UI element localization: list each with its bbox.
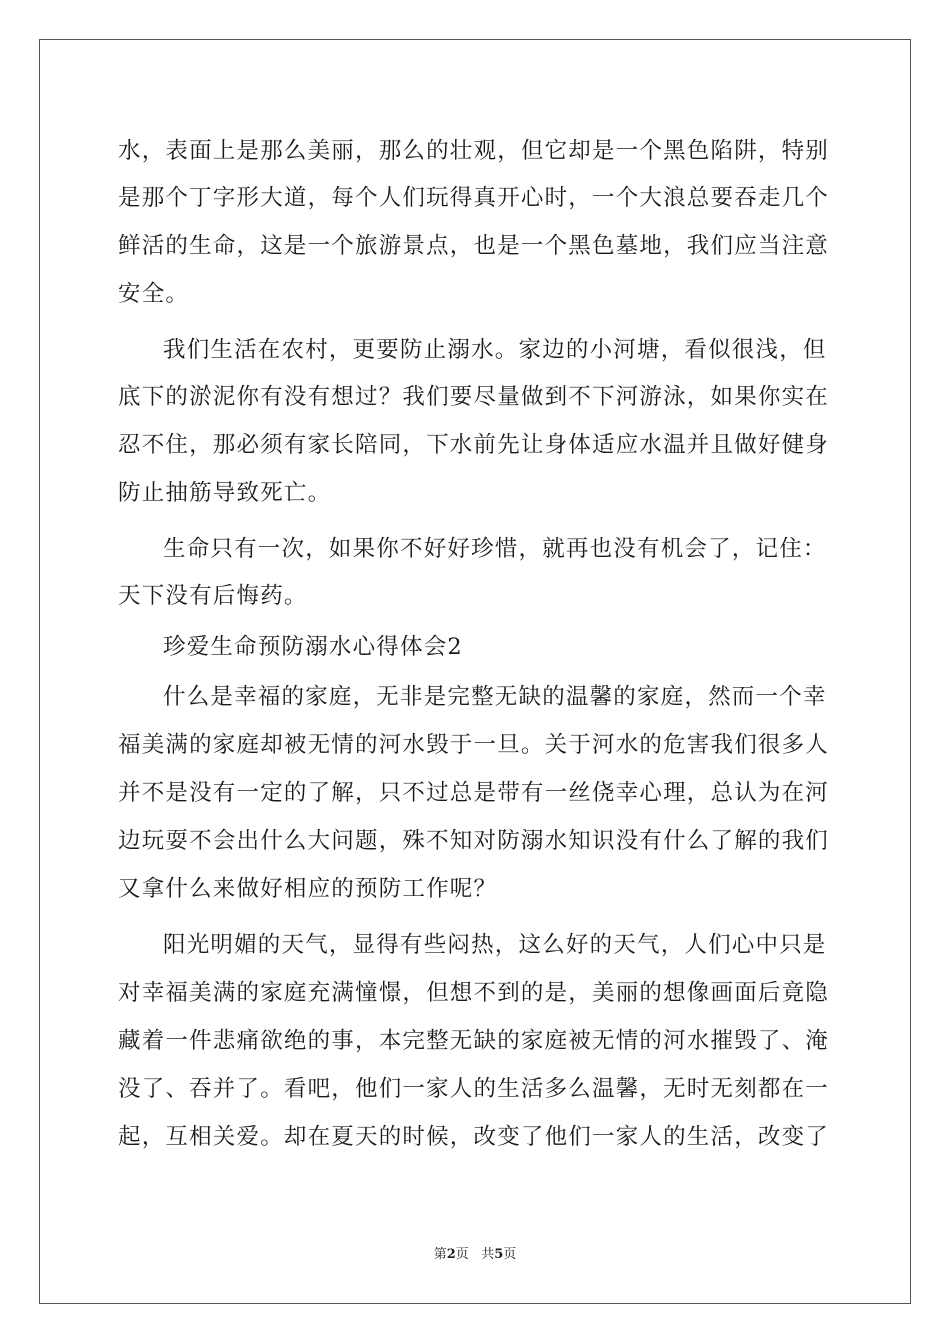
paragraph-line: 我们生活在农村，更要防止溺水。家边的小河塘，看似很浅，但 (163, 337, 827, 363)
paragraph-line: 边玩耍不会出什么大问题，殊不知对防溺水知识没有什么了解的我们 (118, 828, 830, 854)
paragraph-line: 阳光明媚的天气，显得有些闷热，这么好的天气，人们心中只是 (163, 932, 827, 958)
paragraph-line: 并不是没有一定的了解，只不过总是带有一丝侥幸心理，总认为在河 (118, 780, 830, 806)
total-pages-number: 5 (494, 1247, 504, 1262)
paragraph-line: 忍不住，那必须有家长陪同，下水前先让身体适应水温并且做好健身 (118, 432, 830, 458)
paragraph-line: 安全。 (118, 281, 190, 307)
paragraph-line: 起，互相关爱。却在夏天的时候，改变了他们一家人的生活，改变了 (118, 1124, 830, 1150)
paragraph-line: 是那个丁字形大道，每个人们玩得真开心时，一个大浪总要吞走几个 (118, 185, 830, 211)
paragraph-line: 什么是幸福的家庭，无非是完整无缺的温馨的家庭，然而一个幸 (163, 684, 827, 710)
page-suffix: 页 (503, 1247, 517, 1262)
paragraph-line: 又拿什么来做好相应的预防工作呢？ (118, 876, 498, 902)
paragraph-line: 鲜活的生命，这是一个旅游景点，也是一个黑色墓地，我们应当注意 (118, 233, 830, 259)
paragraph-line: 藏着一件悲痛欲绝的事，本完整无缺的家庭被无情的河水摧毁了、淹 (118, 1028, 830, 1054)
paragraph-line: 天下没有后悔药。 (118, 583, 308, 609)
paragraph-line: 福美满的家庭却被无情的河水毁于一旦。关于河水的危害我们很多人 (118, 732, 830, 758)
page-border (39, 39, 911, 1304)
paragraph-line: 底下的淤泥你有没有想过？我们要尽量做到不下河游泳，如果你实在 (118, 384, 830, 410)
page-prefix: 第 (433, 1247, 447, 1262)
paragraph-line: 没了、吞并了。看吧，他们一家人的生活多么温馨，无时无刻都在一 (118, 1076, 830, 1102)
current-page-number: 2 (446, 1247, 456, 1262)
page-middle: 页 共 (455, 1247, 495, 1262)
paragraph-line: 水，表面上是那么美丽，那么的壮观，但它却是一个黑色陷阱，特别 (118, 138, 830, 164)
page-footer (0, 1246, 950, 1264)
paragraph-line: 防止抽筋导致死亡。 (118, 480, 332, 506)
paragraph-line: 生命只有一次，如果你不好好珍惜，就再也没有机会了，记住： (163, 536, 827, 562)
section-heading: 珍爱生命预防溺水心得体会2 (163, 634, 463, 660)
paragraph-line: 对幸福美满的家庭充满憧憬，但想不到的是，美丽的想像画面后竟隐 (118, 980, 830, 1006)
